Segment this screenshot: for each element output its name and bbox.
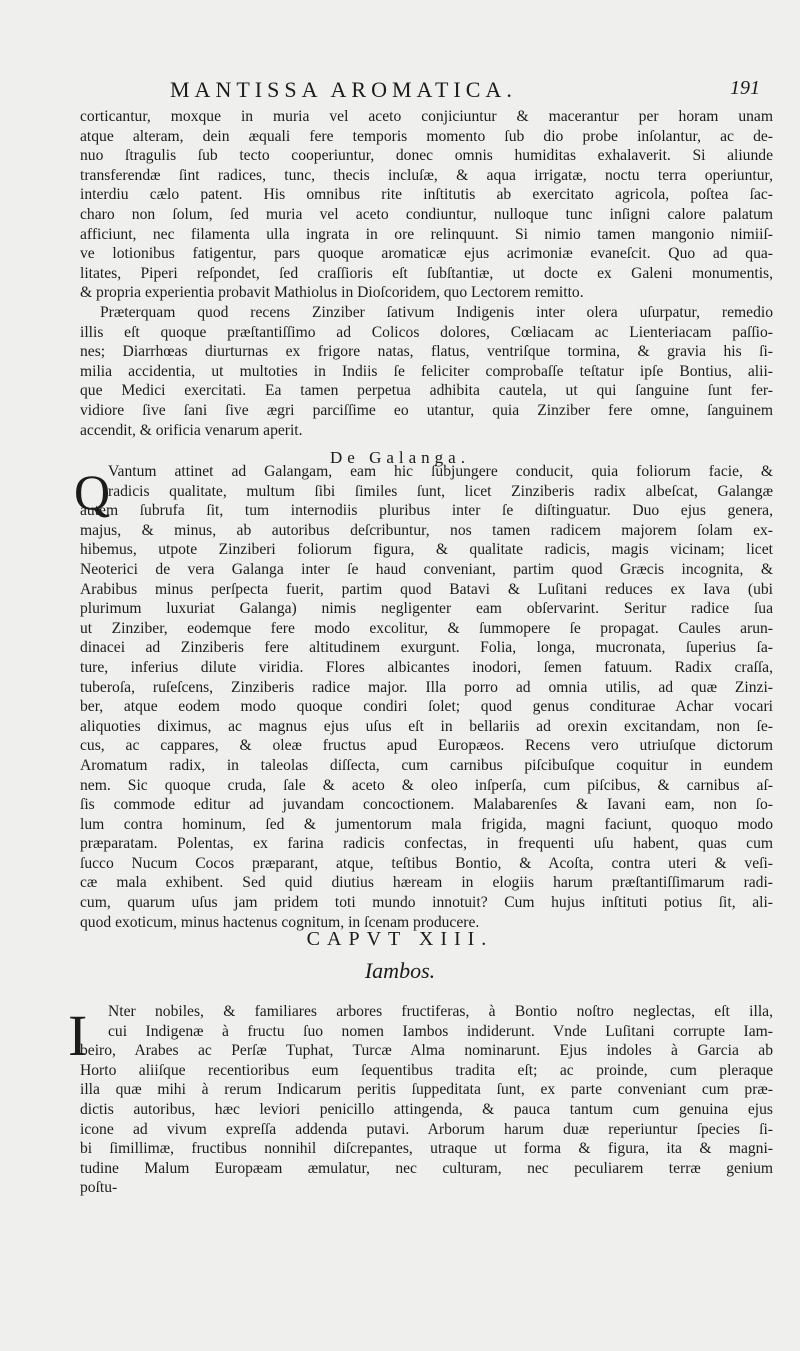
chapter-subtitle: Iambos. [364, 958, 436, 983]
text-line: accendit, & orificia venarum aperit. [80, 421, 303, 439]
text-line: Vantum attinet ad Galangam, eam hic ſubjungere conducit, quia foliorum facie, & [108, 463, 773, 480]
text-line: majus, & minus, ab autoribus deſcribuntur, nos tamen radicem majorem ſolam ex- [80, 521, 773, 539]
text-line: bi ſimillimæ, fructibus nonnihil diſcrepantes, utraque ut forma & figura, ita & magni- [80, 1140, 773, 1158]
text-line: nuo ſtragulis ſub tecto cooperiuntur, donec omnis humiditas exhalaverit. Si aliunde [80, 147, 773, 165]
text-line: beiro, Arabes ac Perſæ Tuphat, Turcæ Alma nominarunt. Ejus indoles à Garcia ab [80, 1042, 773, 1060]
text-line: transferendæ ſint radices, tunc, thecis incluſæ, & aqua irrigatæ, noctu terra operiuntur, [80, 166, 773, 184]
text-line: litates, Piperi reſpondet, ſed craſſioris eſt ſubſtantiæ, ut docte ex Galeni monumentis, [80, 264, 773, 282]
text-line: præparatam. Polentas, ex farina radicis confectas, in frequenti uſu habent, quas cum [80, 835, 773, 853]
text-line: Aromatum radix, in taleolas diſſecta, cum carnibus piſcibuſque coquitur in eundem [80, 756, 773, 774]
text-line: charo non ſolum, ſed muria vel aceto condiuntur, nulloque tunc inſigni calore palatum [80, 205, 773, 223]
text-line: lum contra hominum, ſed & jumentorum mala frigida, magni faciunt, quoquo modo [80, 815, 773, 833]
section-heading-galanga: De Galanga. [330, 448, 470, 467]
text-line: nes; Diarrhœas diurturnas ex frigore natas, flatus, ventriſque tormina, & gravia his ſi- [80, 343, 773, 361]
text-line: radicis qualitate, multum ſibi ſimiles ſunt, licet Zinziberis radix albeſcat, Galangæ [108, 482, 773, 500]
text-line: ve lotionibus fatigentur, pars quoque aromaticæ ejus acrimoniæ evaneſcit. Quo ad qua- [80, 245, 773, 263]
text-line: cum, quarum uſus jam pridem toti mundo innotuit? Cum hujus inſtituti potius ſit, ali- [80, 894, 773, 912]
text-line: tuberoſa, ruſeſcens, Zinziberis radice major. Illa porro ad omnia utilis, ad quæ Zinzi- [80, 678, 773, 696]
section2-text [80, 462, 773, 932]
text-line: Nter nobiles, & familiares arbores fructiferas, à Bontio noſtro neglectas, eſt illa, [108, 1003, 773, 1020]
text-line: ber, atque eodem modo quoque condiri ſolet; quod genus conditurae Achar vocari [80, 698, 773, 716]
text-line: Horto aliiſque recentioribus eum ſequentibus tradita eſt; ac proinde, cum pleraque [80, 1061, 773, 1079]
text-line: que Medici exercitati. Ea tamen perpetua adhibita cautela, ut qui ſanguine ſunt fer- [80, 382, 773, 400]
text-line: interdiu cælo patent. His omnibus rite inſtitutis ab exercitato agricola, poſtea ſac- [80, 186, 773, 204]
text-line: dictis autoribus, hæc leviori penicillo attingenda, & pauca tantum cum genuina ejus [80, 1100, 773, 1118]
page-number: 191 [730, 77, 760, 99]
text-line: ſucco Nucum Cocos præparant, atque, teſtibus Bontio, & Acoſta, contra uteri & veſi- [80, 854, 773, 872]
text-line: poſtu- [80, 1179, 118, 1197]
dropcap-i: I [68, 1003, 88, 1068]
text-line: illa quæ mihi à rerum Indicarum peritis ſuppeditata ſunt, ex parte conveniant cum præ- [80, 1081, 773, 1099]
text-line: vidiore ſive ſani ſive ægri parciſſime eo utantur, quia Zinziber fere omne, ſanguinem [80, 401, 773, 419]
text-line: illis eſt quoque præſtantiſſimo ad Colicos dolores, Cœliacam ac Lienteriacam paſſio- [80, 323, 773, 341]
text-line: autem ſubrufa ſit, tum internodiis pluribus inter ſe diſtinguatur. Duo ejus genera, [80, 502, 773, 520]
text-line: ut Zinziber, eodemque fere modo excolitur, & ſummopere ſe propagat. Caules arun- [80, 619, 773, 637]
text-line: quod exoticum, minus hactenus cognitum, in ſcenam producere. [80, 913, 480, 931]
running-head [70, 77, 760, 107]
text-line: cui Indigenæ à fructu ſuo nomen Iambos indiderunt. Vnde Luſitani corrupte Iam- [108, 1022, 773, 1040]
text-line: ture, inferius dilute viridia. Flores albicantes inodori, ſemen fatuum. Radix craſſa, [80, 658, 773, 676]
text-line: tudine Malum Europæam æmulatur, nec culturam, nec peculiarem terræ genium [80, 1159, 773, 1177]
text-line: hibemus, utpote Zinziberi foliorum figura, & qualitate radicis, magis vicinam; licet [80, 541, 773, 559]
text-line: ſis commode editur ad juvandam concoctionem. Malabarenſes & Iavani eam, non ſo- [80, 796, 773, 814]
section3-text [80, 1002, 773, 1198]
text-line: afficiunt, nec filamenta ulla ingrata in ore relinquunt. Si nimio tamen mangonio nimiiſ- [80, 225, 773, 243]
text-line: dinacei ad Zinziberis fere altitudinem exurgunt. Folia, longa, mucronata, ſuperius ſa- [80, 639, 773, 657]
text-line: aliquoties diximus, ac magnus ejus uſus eſt in bellariis ad orexin excitandam, non ſe- [80, 717, 773, 735]
text-line: nem. Sic quoque cruda, ſale & aceto & oleo inſperſa, cum piſcibus, & carnibus aſ- [80, 776, 773, 794]
text-line: & propria experientia probavit Mathiolus in Dioſcoridem, quo Lectorem remitto. [80, 284, 584, 302]
text-line: atque alteram, dein æquali fere temporis momento ſub dio probe inſolantur, ac de- [80, 127, 773, 145]
running-head-title: MANTISSA AROMATICA. [170, 77, 517, 102]
dropcap-q: Q [74, 464, 111, 520]
text-line: plurimum luxuriat Galanga) nimis negligenter eam obſervarint. Seritur radice ſua [80, 600, 773, 618]
text-line: icone ad vivum expreſſa addenda putavi. Arborum harum duæ reperiuntur ſpecies ſi- [80, 1120, 773, 1138]
text-line: Neoterici de vera Galanga inter ſe haud conveniant, partim quod Græcis incognita, & [80, 560, 773, 578]
text-line: cus, ac cappares, & oleæ fructus apud Europæos. Recens vero utriuſque dictorum [80, 737, 773, 755]
text-line: Arabibus minus perſpecta fuerit, partim quod Batavi & Luſitani reduces ex Iava (ubi [80, 580, 773, 598]
section1-text [80, 107, 773, 440]
text-line: corticantur, moxque in muria vel aceto conjiciuntur & macerantur per horam unam [80, 108, 773, 125]
text-line: Præterquam quod recens Zinziber ſativum Indigenis inter olera uſurpatur, remedio [100, 303, 773, 321]
text-line: milia accidentia, ut multoties in Indiis ſe feliciter comprobaſſe teſtatur ipſe Bontius, alii- [80, 362, 773, 380]
text-line: cæ mala exhibent. Sed quid diutius hæream in elogiis harum præſtantiſſimarum radi- [80, 874, 773, 892]
chapter-heading: CAPVT XIII. [306, 928, 494, 950]
